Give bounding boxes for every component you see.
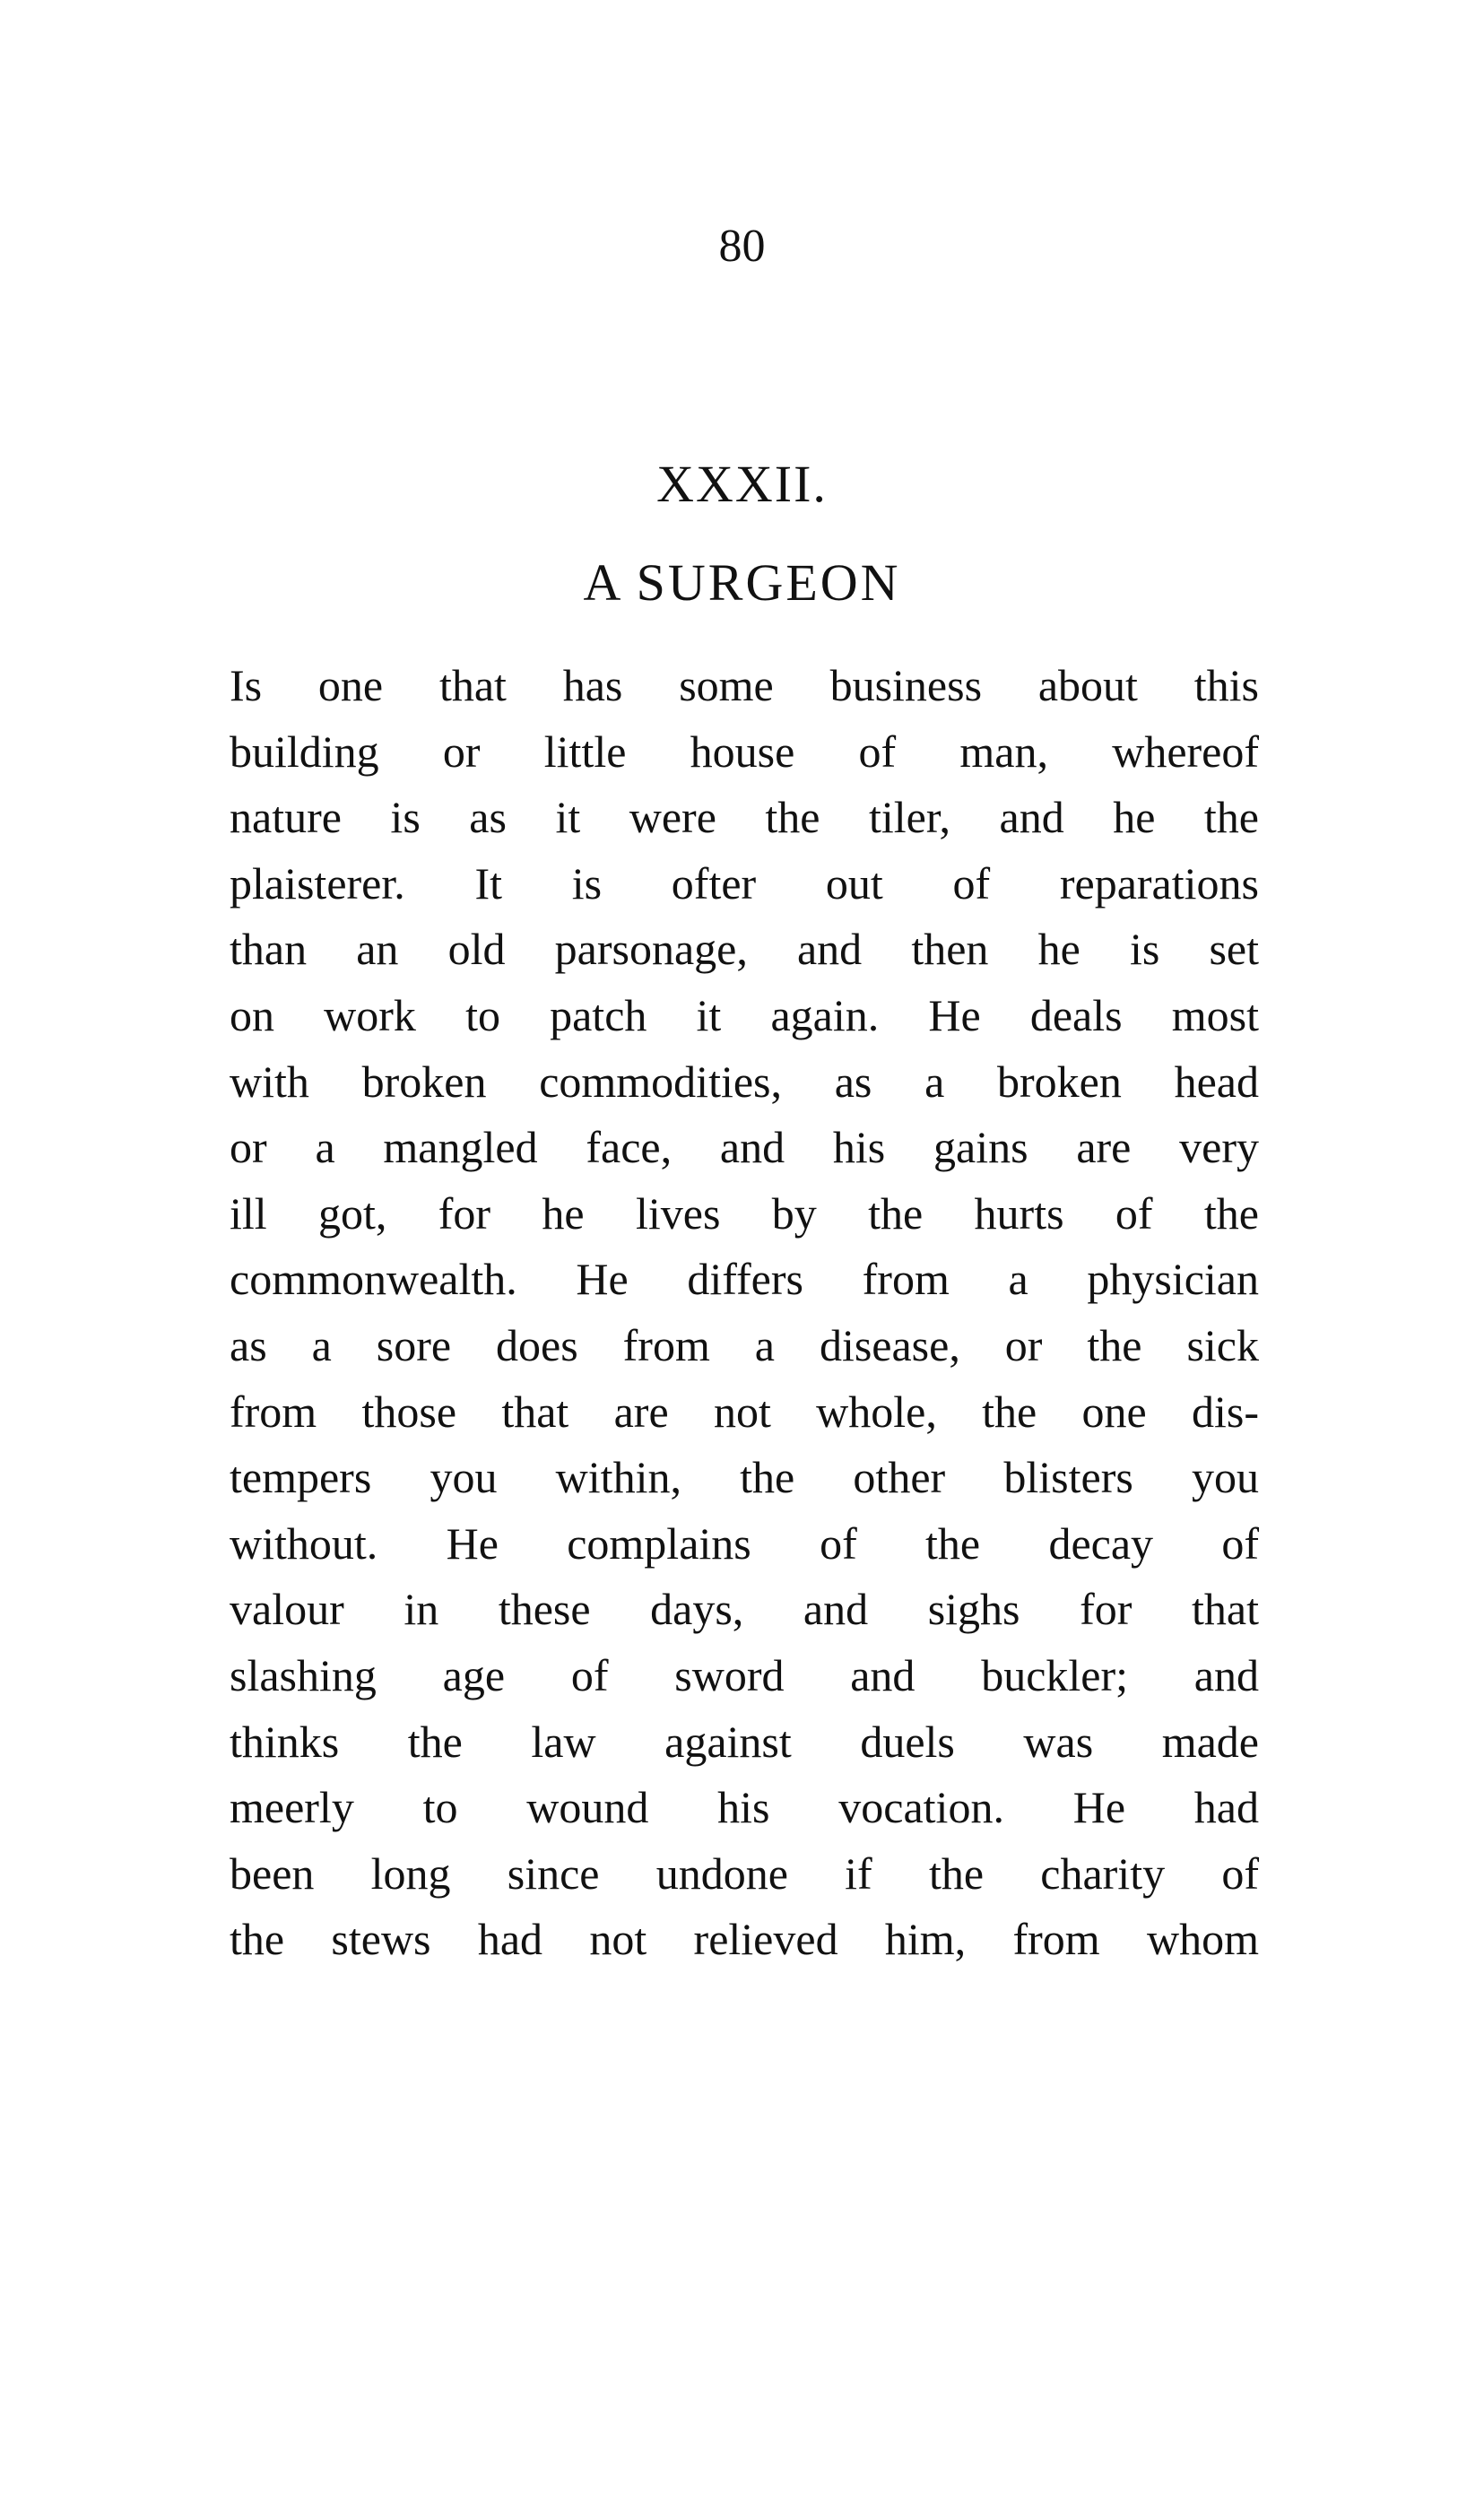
- body-text: [230, 653, 1259, 1973]
- text-line: Is one that has some business about this: [230, 660, 1259, 710]
- chapter-title: A SURGEON: [583, 553, 901, 612]
- text-line: with broken commodities, as a broken head: [230, 1056, 1259, 1107]
- text-line: meerly to wound his vocation. He had: [230, 1782, 1259, 1833]
- text-line: tempers you within, the other blisters you: [230, 1452, 1259, 1503]
- text-line: as a sore does from a disease, or the sick: [230, 1319, 1259, 1370]
- text-line: ill got, for he lives by the hurts of the: [230, 1187, 1259, 1239]
- text-line: building or little house of man, whereof: [230, 726, 1259, 777]
- text-line: been long since undone if the charity of: [230, 1848, 1259, 1899]
- text-line: valour in these days, and sighs for that: [230, 1584, 1259, 1635]
- text-line: nature is as it were the tiler, and he the: [230, 792, 1259, 843]
- text-line: plaisterer. It is ofter out of reparations: [230, 857, 1259, 909]
- text-line: commonwealth. He differs from a physician: [230, 1254, 1259, 1305]
- text-line: than an old parsonage, and then he is set: [230, 924, 1259, 975]
- text-line: on work to patch it again. He deals most: [230, 989, 1259, 1040]
- chapter-number: XXXII.: [656, 455, 828, 513]
- page-number: 80: [718, 221, 766, 272]
- text-line: or a mangled face, and his gains are very: [230, 1122, 1259, 1173]
- text-line: the stews had not relieved him, from whom: [230, 1914, 1259, 1965]
- text-line: thinks the law against duels was made: [230, 1716, 1259, 1767]
- text-line: slashing age of sword and buckler; and: [230, 1649, 1259, 1700]
- text-line: from those that are not whole, the one dis-: [230, 1386, 1259, 1437]
- text-line: without. He complains of the decay of: [230, 1517, 1259, 1569]
